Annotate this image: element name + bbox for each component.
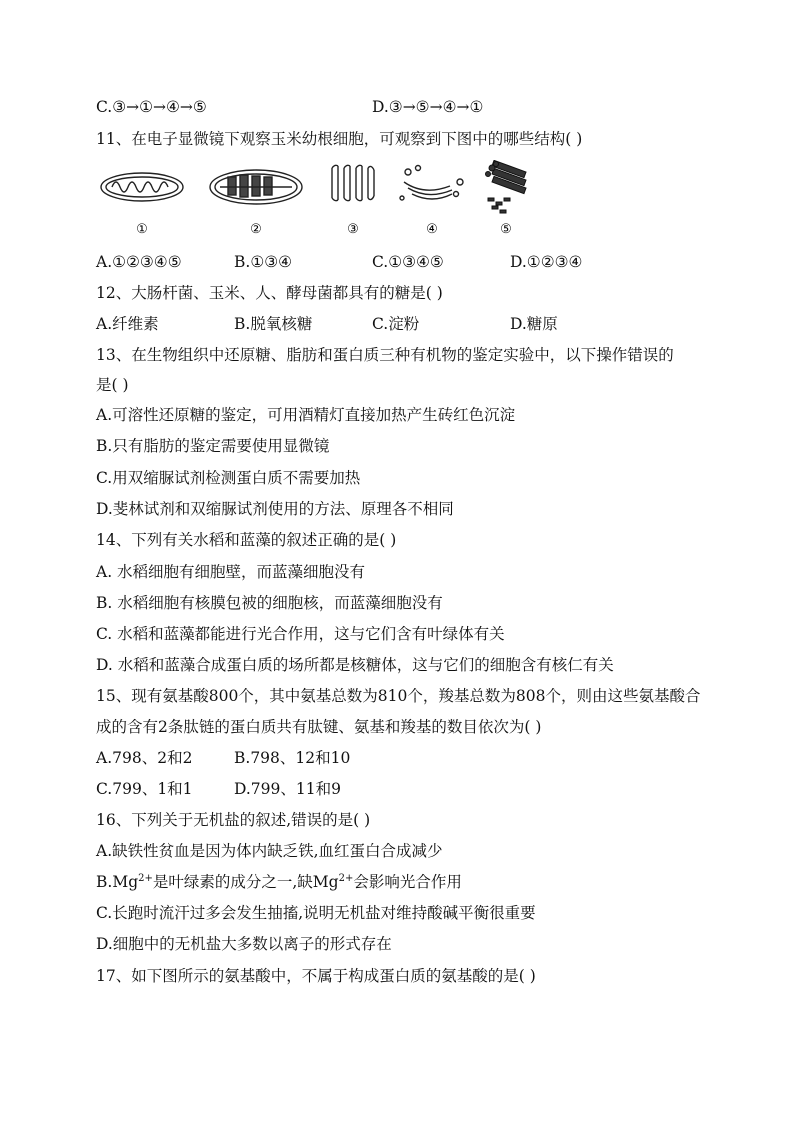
q15-option-b: B.798、12和10 xyxy=(234,749,351,767)
q16-option-c: C.长跑时流汗过多会发生抽搐,说明无机盐对维持酸碱平衡很重要 xyxy=(96,904,536,922)
q16-option-a: A.缺铁性贫血是因为体内缺乏铁,血红蛋白合成减少 xyxy=(96,842,443,860)
q13-stem-line2: 是( ) xyxy=(96,376,129,394)
q14-option-d: D. 水稻和蓝藻合成蛋白质的场所都是核糖体，这与它们的细胞含有核仁有关 xyxy=(96,656,614,674)
q11-option-a: A.①②③④⑤ xyxy=(96,253,182,271)
q10-option-c: C.③→①→④→⑤ xyxy=(96,98,207,116)
q16-option-d: D.细胞中的无机盐大多数以离子的形式存在 xyxy=(96,935,392,953)
q11-figure xyxy=(96,160,536,240)
q16-stem: 16、下列关于无机盐的叙述,错误的是( ) xyxy=(96,811,371,829)
q16-option-b-part1: B.Mg xyxy=(96,873,139,891)
q12-option-b: B.脱氧核糖 xyxy=(234,315,313,333)
figure-label-3: ③ xyxy=(347,222,359,237)
q16-option-b-part2: 是叶绿素的成分之一,缺Mg xyxy=(152,873,339,891)
q14-option-c: C. 水稻和蓝藻都能进行光合作用，这与它们含有叶绿体有关 xyxy=(96,625,505,643)
q15-stem-line1: 15、现有氨基酸800个，其中氨基总数为810个，羧基总数为808个，则由这些氨基酸合 xyxy=(96,687,701,705)
q13-stem-line1: 13、在生物组织中还原糖、脂肪和蛋白质三种有机物的鉴定实验中，以下操作错误的 xyxy=(96,346,674,364)
q13-option-c: C.用双缩脲试剂检测蛋白质不需要加热 xyxy=(96,469,361,487)
figure-label-5: ⑤ xyxy=(500,222,512,237)
q12-option-d: D.糖原 xyxy=(510,315,558,333)
endoplasmic-reticulum-drawing xyxy=(332,165,374,200)
figure-label-4: ④ xyxy=(426,222,438,237)
q16-option-b-part3: 会影响光合作用 xyxy=(353,873,462,891)
q10-option-d: D.③→⑤→④→① xyxy=(372,98,484,116)
q14-option-a: A. 水稻细胞有细胞壁，而蓝藻细胞没有 xyxy=(96,563,366,581)
centriole-drawing xyxy=(486,160,527,213)
q16-option-b-sup1: 2+ xyxy=(138,872,153,884)
q13-option-d: D.斐林试剂和双缩脲试剂使用的方法、原理各不相同 xyxy=(96,500,454,518)
chloroplast-drawing xyxy=(210,170,302,204)
figure-label-2: ② xyxy=(250,222,262,237)
q16-option-b xyxy=(96,872,462,892)
q12-stem: 12、大肠杆菌、玉米、人、酵母菌都具有的糖是( ) xyxy=(96,284,443,302)
q13-option-b: B.只有脂肪的鉴定需要使用显微镜 xyxy=(96,437,330,455)
q12-option-c: C.淀粉 xyxy=(372,315,420,333)
q16-option-b-sup2: 2+ xyxy=(338,872,354,884)
figure-label-1: ① xyxy=(136,222,148,237)
q15-option-c: C.799、1和1 xyxy=(96,780,193,798)
q11-stem: 11、在电子显微镜下观察玉米幼根细胞，可观察到下图中的哪些结构( ) xyxy=(96,130,583,148)
q11-option-c: C.①③④⑤ xyxy=(372,253,444,271)
q17-stem: 17、如下图所示的氨基酸中，不属于构成蛋白质的氨基酸的是( ) xyxy=(96,967,536,985)
golgi-apparatus-drawing xyxy=(400,166,463,201)
q11-option-d: D.①②③④ xyxy=(510,253,583,271)
q11-option-b: B.①③④ xyxy=(234,253,293,271)
q14-option-b: B. 水稻细胞有核膜包被的细胞核，而蓝藻细胞没有 xyxy=(96,594,443,612)
q15-stem-line2: 成的含有2条肽链的蛋白质共有肽键、氨基和羧基的数目依次为( ) xyxy=(96,718,542,736)
q15-option-a: A.798、2和2 xyxy=(96,749,193,767)
q12-option-a: A.纤维素 xyxy=(96,315,159,333)
q13-option-a: A.可溶性还原糖的鉴定，可用酒精灯直接加热产生砖红色沉淀 xyxy=(96,406,516,424)
q14-stem: 14、下列有关水稻和蓝藻的叙述正确的是( ) xyxy=(96,531,397,549)
q15-option-d: D.799、11和9 xyxy=(234,780,341,798)
mitochondrion-drawing xyxy=(101,173,183,201)
organelle-figure xyxy=(96,160,536,240)
